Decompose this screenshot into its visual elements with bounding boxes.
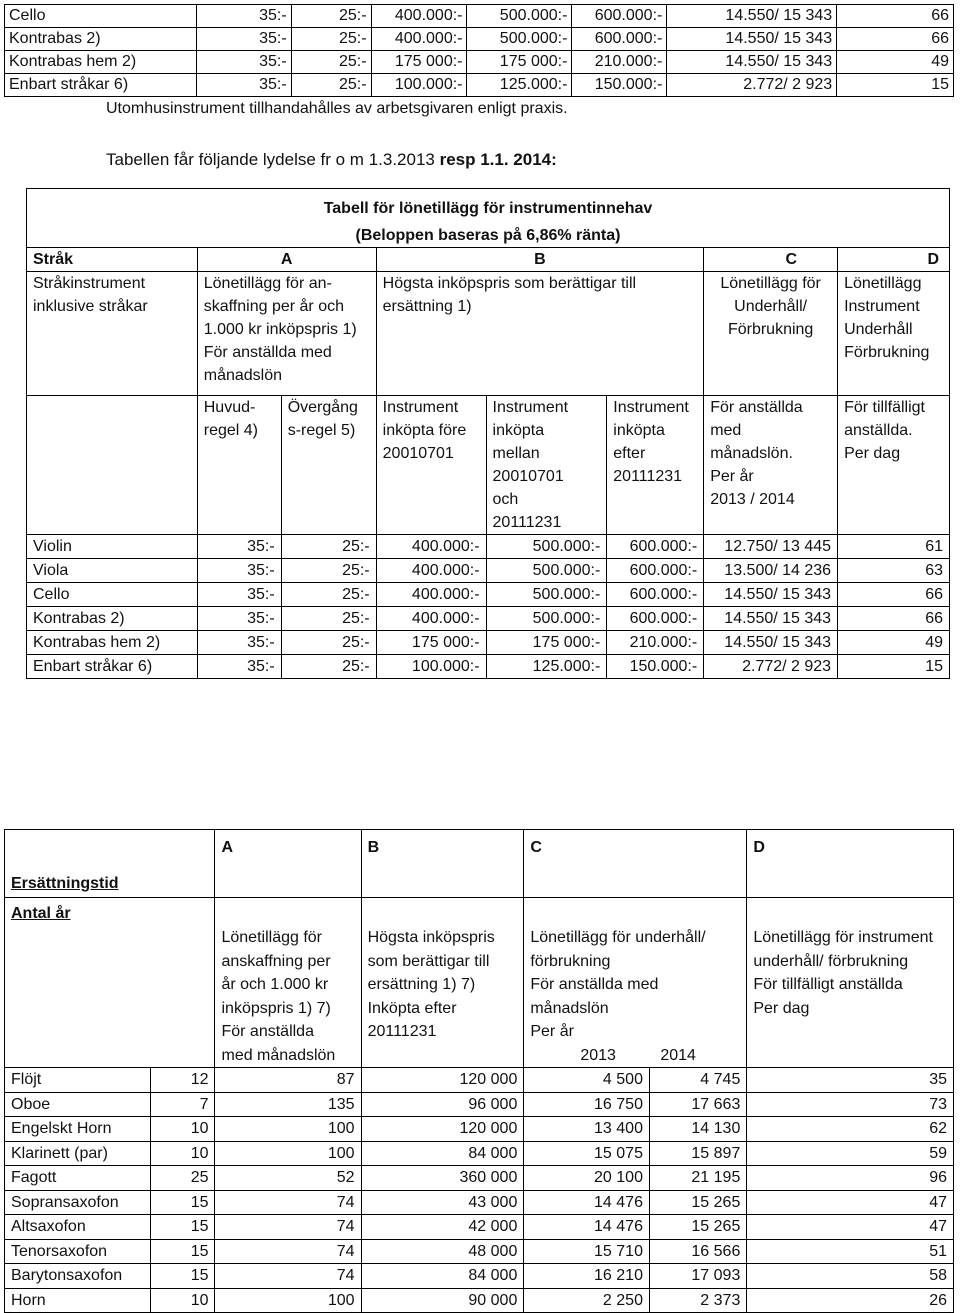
row-label: Kontrabas hem 2): [27, 631, 198, 655]
line-text: mellan: [492, 445, 540, 462]
t3-data-row: [5, 1092, 954, 1117]
row-value: 35:-: [196, 74, 291, 97]
row-value: 17 093: [649, 1264, 746, 1289]
row-value: 74: [215, 1239, 361, 1264]
row-value: 100.000:-: [371, 74, 467, 97]
row-value: 500.000:-: [467, 5, 572, 28]
row-years: 15: [150, 1239, 215, 1264]
t3-h-a: [215, 898, 361, 1068]
line-text: efter: [613, 445, 646, 462]
line-text: inköpta: [492, 422, 545, 439]
t2-header-row: [27, 272, 950, 396]
t2-h-b: [376, 272, 704, 396]
row-label: Sopransaxofon: [5, 1190, 151, 1215]
heading-bold: resp 1.1. 2014:: [439, 150, 557, 169]
line-text: För anställda: [710, 399, 803, 416]
row-years: 15: [150, 1190, 215, 1215]
line-text: år och 1.000 kr: [221, 976, 329, 993]
t3-col-d: D: [747, 830, 954, 898]
row-label: Enbart stråkar 6): [5, 74, 197, 97]
line-text: s-regel 5): [287, 422, 356, 439]
line-text: Instrument: [382, 399, 459, 416]
t2-data-row: [27, 535, 950, 559]
t2-col-d: D: [838, 248, 950, 272]
row-value: 600.000:-: [572, 28, 667, 51]
t2-sub-c: [704, 396, 838, 535]
line-text: underhåll/ förbrukning: [753, 952, 909, 970]
row-value: 35:-: [197, 655, 281, 679]
line-text: inköpta: [613, 422, 665, 439]
row-years: 10: [150, 1288, 215, 1313]
t3-data-row: [5, 1068, 954, 1093]
line-text: Lönetillägg för underhåll/: [530, 929, 706, 946]
row-value: 17 663: [649, 1092, 746, 1117]
row-value: 2.772/ 2 923: [667, 74, 837, 97]
line-text: Underhåll: [844, 321, 913, 338]
line-text: 20010701: [382, 445, 454, 462]
line-text: För tillfälligt anställda: [753, 976, 903, 993]
t2-data-row: [27, 583, 950, 607]
t2-title-line2: (Beloppen baseras på 6,86% ränta): [355, 227, 621, 244]
row-value: 100: [215, 1141, 361, 1166]
t2-subheader-row: [27, 396, 950, 535]
row-value: 90 000: [361, 1288, 524, 1313]
row-value: 15: [838, 655, 950, 679]
row-value: 26: [747, 1288, 954, 1313]
line-text: ersättning 1): [382, 298, 472, 315]
row-value: 4 500: [524, 1068, 650, 1093]
year-label: 2014: [660, 1046, 696, 1064]
t3-data-row: [5, 1239, 954, 1264]
row-label: Barytonsaxofon: [5, 1264, 151, 1289]
row-value: 14.550/ 15 343: [667, 5, 837, 28]
row-value: 125.000:-: [467, 74, 572, 97]
t2-title-line1: Tabell för lönetillägg för instrumentinnehav: [323, 200, 653, 217]
row-value: 600.000:-: [607, 583, 704, 607]
row-value: 25:-: [291, 28, 371, 51]
line-text: Stråkinstrument: [33, 275, 146, 292]
row-value: 500.000:-: [486, 535, 607, 559]
line-text: månadslön.: [710, 445, 793, 462]
row-value: 12.750/ 13 445: [704, 535, 838, 559]
line-text: Högsta inköpspris: [367, 929, 495, 946]
line-text: Huvud-: [203, 399, 256, 416]
row-value: 63: [838, 559, 950, 583]
row-value: 16 750: [524, 1092, 650, 1117]
row-value: 500.000:-: [486, 559, 607, 583]
row-label: Altsaxofon: [5, 1215, 151, 1240]
row-label: Klarinett (par): [5, 1141, 151, 1166]
t2-sub-d: [838, 396, 950, 535]
line-text: För anställda med: [530, 976, 659, 993]
row-value: 500.000:-: [486, 607, 607, 631]
row-value: 35:-: [197, 607, 281, 631]
year-label: 2013: [580, 1046, 616, 1064]
t2-h-straak: [27, 272, 198, 396]
top-row: [5, 51, 954, 74]
row-value: 100: [215, 1288, 361, 1313]
row-label: Enbart stråkar 6): [27, 655, 198, 679]
row-value: 35:-: [197, 559, 281, 583]
row-value: 25:-: [281, 607, 376, 631]
row-value: 21 195: [649, 1166, 746, 1191]
row-years: 15: [150, 1264, 215, 1289]
row-value: 51: [747, 1239, 954, 1264]
row-label: Flöjt: [5, 1068, 151, 1093]
row-value: 25:-: [281, 559, 376, 583]
row-label: Engelskt Horn: [5, 1117, 151, 1142]
line-text: Instrument: [492, 399, 569, 416]
line-text: För anställda med: [203, 344, 332, 361]
row-value: 25:-: [291, 74, 371, 97]
row-value: 500.000:-: [486, 583, 607, 607]
row-label: Tenorsaxofon: [5, 1239, 151, 1264]
line-text: Per dag: [844, 445, 901, 462]
line-text: anskaffning per: [221, 952, 331, 970]
line-text: och: [492, 491, 519, 508]
t2-data-row: [27, 631, 950, 655]
line-text: inköpta före: [382, 422, 467, 439]
row-value: 49: [837, 51, 954, 74]
line-text: 20111231: [613, 468, 683, 485]
row-value: 58: [747, 1264, 954, 1289]
line-text: Högsta inköpspris som berättigar till: [382, 275, 637, 292]
line-text: Underhåll/: [734, 298, 808, 315]
t2-col-b: B: [376, 248, 704, 272]
row-years: 10: [150, 1141, 215, 1166]
row-value: 175 000:-: [376, 631, 486, 655]
row-value: 66: [837, 5, 954, 28]
row-value: 2 373: [649, 1288, 746, 1313]
line-text: Per år: [530, 1023, 574, 1040]
row-label: Horn: [5, 1288, 151, 1313]
row-value: 73: [747, 1092, 954, 1117]
t3-col-b: B: [361, 830, 524, 898]
t2-data-row: [27, 559, 950, 583]
line-text: Inköpta efter: [367, 999, 457, 1017]
row-value: 210.000:-: [572, 51, 667, 74]
row-value: 600.000:-: [572, 5, 667, 28]
row-value: 15 265: [649, 1215, 746, 1240]
row-value: 15 265: [649, 1190, 746, 1215]
row-value: 14.550/ 15 343: [667, 51, 837, 74]
line-text: Lönetillägg för: [720, 275, 821, 292]
row-value: 14.550/ 15 343: [704, 583, 838, 607]
row-value: 400.000:-: [376, 535, 486, 559]
t2-title: [27, 189, 950, 248]
line-text: med: [710, 422, 742, 439]
row-value: 62: [747, 1117, 954, 1142]
row-value: 100.000:-: [376, 655, 486, 679]
t2-sub-b1: [376, 396, 486, 535]
row-value: 120 000: [361, 1068, 524, 1093]
row-value: 74: [215, 1264, 361, 1289]
row-value: 35:-: [197, 583, 281, 607]
row-value: 35:-: [196, 5, 291, 28]
row-value: 400.000:-: [376, 583, 486, 607]
row-value: 96: [747, 1166, 954, 1191]
line-text: med månadslön: [221, 1046, 336, 1064]
row-value: 500.000:-: [467, 28, 572, 51]
row-value: 175 000:-: [467, 51, 572, 74]
row-value: 47: [747, 1215, 954, 1240]
top-table: [4, 4, 954, 97]
top-row: [5, 74, 954, 97]
line-text: inklusive stråkar: [33, 298, 148, 315]
t2-data-row: [27, 655, 950, 679]
t3-header-top: [5, 830, 954, 898]
t2-col-straak: Stråk: [27, 248, 198, 272]
t3-h-c-years: [530, 1044, 740, 1068]
row-value: 25:-: [281, 535, 376, 559]
row-value: 15 710: [524, 1239, 650, 1264]
row-value: 360 000: [361, 1166, 524, 1191]
t2-col-a: A: [197, 248, 376, 272]
row-value: 2 250: [524, 1288, 650, 1313]
row-value: 15 897: [649, 1141, 746, 1166]
row-value: 25:-: [281, 655, 376, 679]
row-value: 400.000:-: [371, 28, 467, 51]
line-text: månadslön: [530, 999, 609, 1017]
row-value: 66: [838, 607, 950, 631]
row-label: Kontrabas 2): [5, 28, 197, 51]
row-value: 35:-: [197, 631, 281, 655]
row-value: 150.000:-: [607, 655, 704, 679]
row-value: 35:-: [196, 51, 291, 74]
line-text: förbrukning: [530, 952, 611, 970]
row-value: 25:-: [291, 51, 371, 74]
row-label: Kontrabas hem 2): [5, 51, 197, 74]
row-value: 400.000:-: [376, 607, 486, 631]
row-years: 15: [150, 1215, 215, 1240]
row-value: 400.000:-: [376, 559, 486, 583]
row-value: 14 130: [649, 1117, 746, 1142]
top-row: [5, 5, 954, 28]
row-value: 600.000:-: [607, 607, 704, 631]
row-label: Kontrabas 2): [27, 607, 198, 631]
heading-text: Tabellen får följande lydelse fr o m 1.3.2013: [106, 150, 440, 169]
line-text: 20111231: [367, 1023, 437, 1040]
row-years: 25: [150, 1166, 215, 1191]
row-value: 25:-: [281, 631, 376, 655]
row-value: 84 000: [361, 1141, 524, 1166]
line-text: anställda.: [844, 422, 913, 439]
top-row: [5, 28, 954, 51]
line-text: Per år: [710, 468, 754, 485]
t3-h-b: [361, 898, 524, 1068]
row-label: Viola: [27, 559, 198, 583]
line-text: Instrument: [844, 298, 920, 315]
row-value: 96 000: [361, 1092, 524, 1117]
row-years: 10: [150, 1117, 215, 1142]
row-value: 25:-: [281, 583, 376, 607]
row-value: 74: [215, 1215, 361, 1240]
row-value: 120 000: [361, 1117, 524, 1142]
t2-h-a: [197, 272, 376, 396]
row-value: 25:-: [291, 5, 371, 28]
line-text: regel 4): [203, 422, 258, 439]
row-value: 4 745: [649, 1068, 746, 1093]
row-value: 61: [838, 535, 950, 559]
row-value: 20 100: [524, 1166, 650, 1191]
row-value: 49: [838, 631, 950, 655]
row-value: 35:-: [196, 28, 291, 51]
line-text: som berättigar till: [367, 952, 490, 970]
row-label: Violin: [27, 535, 198, 559]
line-text: 2013 / 2014: [710, 491, 795, 508]
t3-h-antal: Antal år: [5, 898, 215, 1068]
row-value: 2.772/ 2 923: [704, 655, 838, 679]
row-value: 16 566: [649, 1239, 746, 1264]
row-value: 74: [215, 1190, 361, 1215]
row-value: 100: [215, 1117, 361, 1142]
t2-col-label-row: [27, 248, 950, 272]
t2-sub-empty: [27, 396, 198, 535]
row-value: 13.500/ 14 236: [704, 559, 838, 583]
row-value: 48 000: [361, 1239, 524, 1264]
row-value: 52: [215, 1166, 361, 1191]
t2-sub-b2: [486, 396, 607, 535]
row-value: 14 476: [524, 1190, 650, 1215]
row-value: 43 000: [361, 1190, 524, 1215]
row-value: 400.000:-: [371, 5, 467, 28]
row-value: 13 400: [524, 1117, 650, 1142]
row-value: 15 075: [524, 1141, 650, 1166]
line-text: Lönetillägg för instrument: [753, 929, 933, 946]
row-value: 84 000: [361, 1264, 524, 1289]
row-years: 12: [150, 1068, 215, 1093]
line-text: 20010701: [492, 468, 564, 485]
line-text: Instrument: [613, 399, 689, 416]
line-text: Övergång: [287, 399, 358, 416]
t3-data-row: [5, 1190, 954, 1215]
row-label: Cello: [5, 5, 197, 28]
line-text: Lönetillägg för: [221, 929, 322, 946]
t3-data-row: [5, 1288, 954, 1313]
t3-data-row: [5, 1215, 954, 1240]
t2-sub-b3: [607, 396, 704, 535]
row-value: 35: [747, 1068, 954, 1093]
row-value: 59: [747, 1141, 954, 1166]
row-label: Oboe: [5, 1092, 151, 1117]
t2-h-c: [704, 272, 838, 396]
row-value: 125.000:-: [486, 655, 607, 679]
row-value: 87: [215, 1068, 361, 1093]
t2-title-row: [27, 189, 950, 248]
line-text: Per dag: [753, 999, 810, 1017]
row-label: Fagott: [5, 1166, 151, 1191]
row-value: 66: [838, 583, 950, 607]
line-text: ersättning 1) 7): [367, 976, 476, 993]
line-text: inköpspris 1) 7): [221, 999, 331, 1017]
row-value: 175 000:-: [371, 51, 467, 74]
row-value: 14.550/ 15 343: [704, 607, 838, 631]
t2-sub-a1: [197, 396, 281, 535]
t2-col-c: C: [704, 248, 838, 272]
row-value: 210.000:-: [607, 631, 704, 655]
row-value: 135: [215, 1092, 361, 1117]
row-value: 15: [837, 74, 954, 97]
t2-data-row: [27, 607, 950, 631]
row-value: 600.000:-: [607, 535, 704, 559]
row-value: 42 000: [361, 1215, 524, 1240]
line-text: 20111231: [492, 514, 562, 531]
instrument-table: [26, 188, 950, 679]
line-text: Lönetillägg för an-: [203, 275, 332, 292]
t3-data-row: [5, 1166, 954, 1191]
t3-data-row: [5, 1264, 954, 1289]
t2-h-d: [838, 272, 950, 396]
line-text: Lönetillägg: [844, 275, 922, 292]
line-text: månadslön: [203, 367, 283, 384]
t3-data-row: [5, 1117, 954, 1142]
row-value: 35:-: [197, 535, 281, 559]
line-text: För anställda: [221, 1023, 314, 1040]
row-value: 16 210: [524, 1264, 650, 1289]
t3-col-a: A: [215, 830, 361, 898]
row-value: 14 476: [524, 1215, 650, 1240]
line-text: 1.000 kr inköpspris 1): [203, 321, 357, 338]
row-value: 150.000:-: [572, 74, 667, 97]
line-text: Förbrukning: [727, 321, 814, 338]
row-label: Cello: [27, 583, 198, 607]
section-heading: [106, 150, 557, 170]
t3-header-main: [5, 898, 954, 1068]
row-value: 66: [837, 28, 954, 51]
line-text: Förbrukning: [844, 344, 930, 361]
t3-h-d: [747, 898, 954, 1068]
row-value: 175 000:-: [486, 631, 607, 655]
t3-h-c: [524, 898, 747, 1068]
wind-table: [4, 829, 954, 1313]
row-value: 14.550/ 15 343: [704, 631, 838, 655]
note-text: Utomhusinstrument tillhandahålles av arbetsgivaren enligt praxis.: [106, 100, 568, 117]
t3-col-c: C: [524, 830, 747, 898]
row-value: 47: [747, 1190, 954, 1215]
row-years: 7: [150, 1092, 215, 1117]
t2-sub-a2: [281, 396, 376, 535]
t3-data-row: [5, 1141, 954, 1166]
line-text: skaffning per år och: [203, 298, 344, 315]
line-text: För tillfälligt: [844, 399, 925, 416]
row-value: 600.000:-: [607, 559, 704, 583]
t3-h-ersattningstid: Ersättningstid: [5, 830, 215, 898]
row-value: 14.550/ 15 343: [667, 28, 837, 51]
